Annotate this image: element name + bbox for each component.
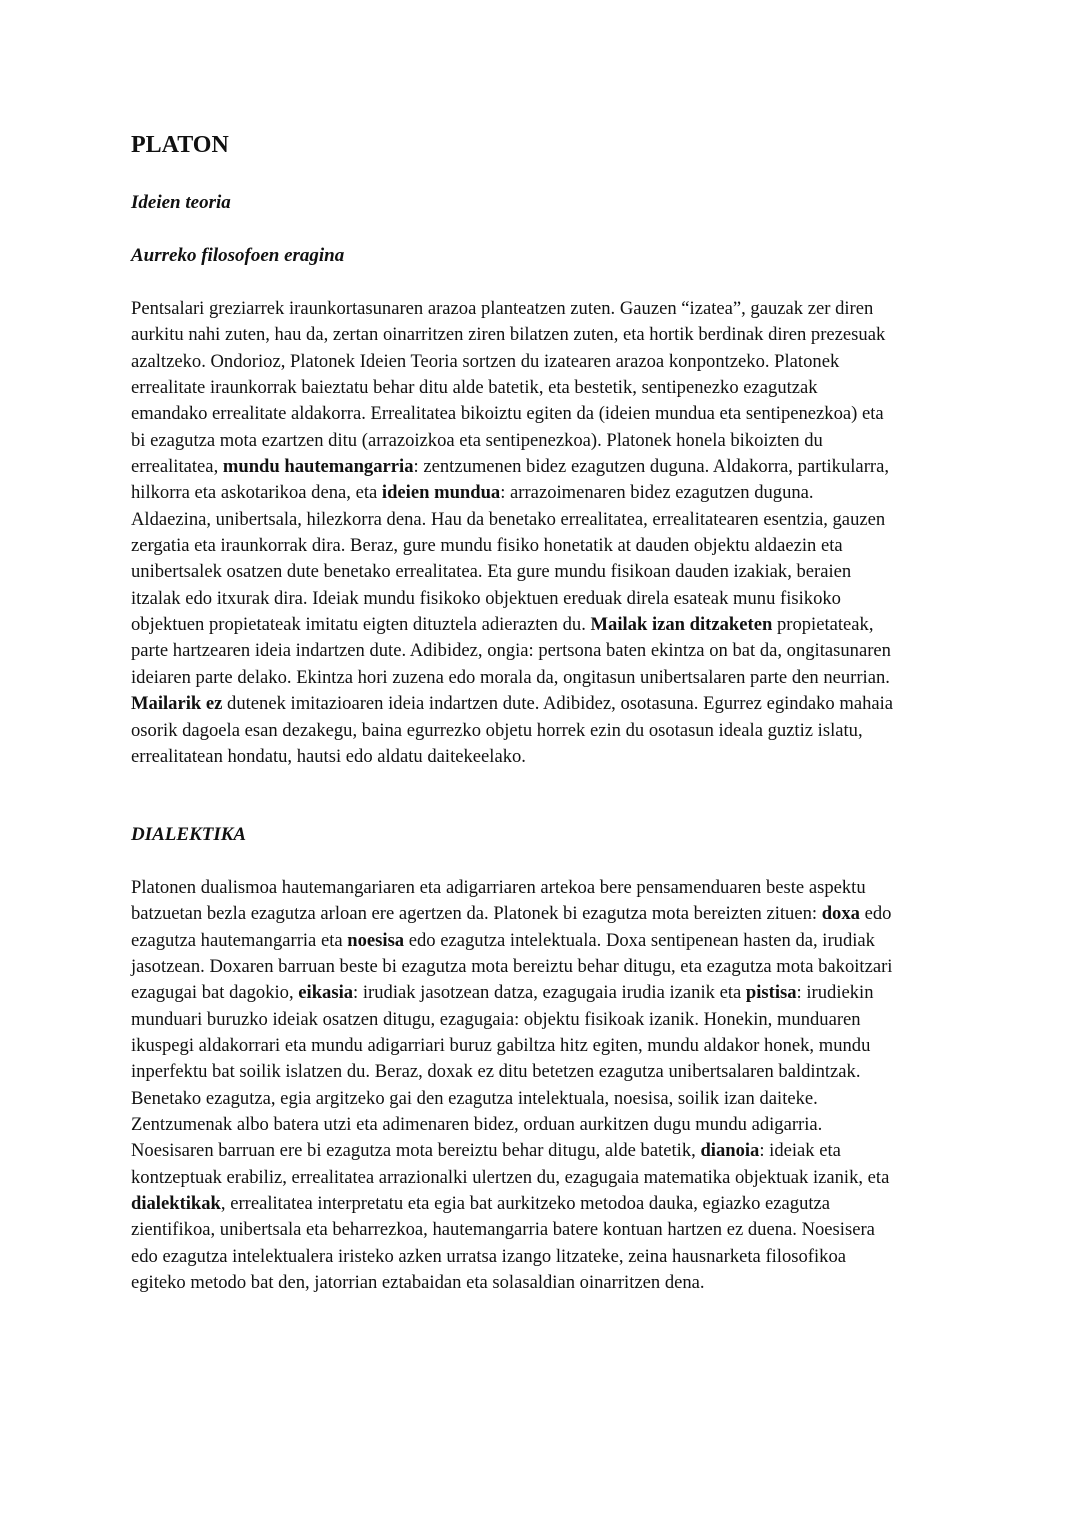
text-run: errealitate iraunkorrak baieztatu behar ditu alde batetik, eta bestetik, sentipenezko ezagutzak bbox=[131, 377, 818, 399]
text-line bbox=[131, 665, 953, 691]
text-line bbox=[131, 586, 953, 612]
text-line bbox=[131, 322, 953, 348]
text-line bbox=[131, 349, 953, 375]
text-line bbox=[131, 901, 953, 927]
text-line bbox=[131, 691, 953, 717]
text-run: osorik dagoela esan dezakegu, baina egurrezko objetu horrek ezin du osotasun ideala guztiz islatu, bbox=[131, 719, 863, 741]
text-run: propietateak, bbox=[772, 614, 874, 636]
text-run: Benetako ezagutza, egia argitzeko gai den ezagutza intelektuala, noesisa, soilik izan daiteke. bbox=[131, 1087, 818, 1109]
section-subtitle-dialektika: DIALEKTIKA bbox=[131, 824, 247, 845]
bold-term: Mailarik ez bbox=[131, 693, 223, 715]
text-run: : arrazoimenaren bidez ezagutzen duguna. bbox=[500, 482, 814, 504]
text-run: ezagutza hautemangarria eta bbox=[131, 929, 348, 951]
bold-term: dialektikak bbox=[131, 1193, 221, 1215]
text-run: azaltzeko. Ondorioz, Platonek Ideien Teoria sortzen du izatearen arazoa konpontzeko. Platonek bbox=[131, 350, 840, 372]
text-line bbox=[131, 928, 953, 954]
text-run: Noesisaren barruan ere bi ezagutza mota bereiztu behar ditugu, alde batetik, bbox=[131, 1140, 701, 1162]
text-run: , errealitatea interpretatu eta egia bat aurkitzeko metodoa dauka, egiazko ezagutza bbox=[220, 1193, 831, 1215]
text-line bbox=[131, 375, 953, 401]
text-line bbox=[131, 559, 953, 585]
text-run: : irudiak jasotzean datza, ezagugaia irudia izanik eta bbox=[353, 982, 746, 1004]
text-line bbox=[131, 454, 953, 480]
text-line bbox=[131, 954, 953, 980]
text-line bbox=[131, 401, 953, 427]
text-line bbox=[131, 428, 953, 454]
text-line bbox=[131, 1270, 953, 1296]
section-subtitle-ideien-teoria: Ideien teoria bbox=[131, 192, 231, 213]
text-run: Zentzumenak albo batera utzi eta adimenaren bidez, orduan aurkitzen dugu mundu adigarria. bbox=[131, 1114, 823, 1136]
section-subtitle-aurreko-filosofoen-eragina: Aurreko filosofoen eragina bbox=[131, 245, 345, 266]
text-run: errealitatea, bbox=[131, 456, 223, 478]
text-line bbox=[131, 875, 953, 901]
text-line bbox=[131, 1191, 953, 1217]
text-line bbox=[131, 1138, 953, 1164]
text-run: unibertsalek osatzen dute benetako errealitatea. Eta gure mundu fisikoan dauden izakiak, beraien bbox=[131, 561, 852, 583]
text-run: Aldaezina, unibertsala, hilezkorra dena. Hau da benetako errealitatea, errealitatearen esentzia, gauzen bbox=[131, 508, 886, 530]
text-run: inperfektu bat soilik islatzen du. Beraz, doxak ez ditu betetzen ezagutza unibertsalaren baldintzak. bbox=[131, 1061, 861, 1083]
bold-term: pistisa bbox=[745, 982, 797, 1004]
text-run: Platonen dualismoa hautemangariaren eta adigarriaren artekoa bere pensamenduaren beste aspektu bbox=[131, 877, 866, 898]
text-run: ideiaren parte delako. Ekintza hori zuzena edo morala da, ongitasun unibertsalaren parte den neurrian. bbox=[131, 666, 890, 688]
text-run: emandako errealitate aldakorra. Errealitatea bikoiztu egiten da (ideien mundua eta sentipenezkoa) eta bbox=[131, 403, 884, 425]
text-run: jasotzean. Doxaren barruan beste bi ezagutza mota bereiztu behar ditugu, eta ezagutza mota bakoitzari bbox=[131, 956, 893, 978]
text-run: itzalak edo itxurak dira. Ideiak mundu fisikoko objektuen ereduak direla esateak munu fisikoko bbox=[131, 587, 841, 609]
text-line bbox=[131, 744, 953, 770]
text-run: : ideiak eta bbox=[759, 1140, 841, 1162]
text-run: edo ezagutza intelektuala. Doxa sentipenean hasten da, irudiak bbox=[404, 929, 875, 951]
text-line bbox=[131, 1112, 953, 1138]
bold-term: dianoia bbox=[700, 1140, 760, 1162]
text-line bbox=[131, 1059, 953, 1085]
text-line bbox=[131, 1086, 953, 1112]
text-run: Pentsalari greziarrek iraunkortasunaren arazoa planteatzen zuten. Gauzen “izatea”, gauzak zer diren bbox=[131, 298, 874, 319]
text-line bbox=[131, 638, 953, 664]
bold-term: ideien mundua bbox=[381, 482, 501, 504]
text-run: ezagugai bat dagokio, bbox=[131, 982, 299, 1004]
text-run: dutenek imitazioaren ideia indartzen dute. Adibidez, osotasuna. Egurrez egindako mahaia bbox=[222, 693, 894, 715]
text-run: edo bbox=[859, 903, 892, 925]
text-line bbox=[131, 980, 953, 1006]
bold-term: mundu hautemangarria bbox=[222, 456, 414, 478]
text-line bbox=[131, 1007, 953, 1033]
paragraph-ideien-teoria bbox=[131, 296, 953, 770]
bold-term: Mailak izan ditzaketen bbox=[590, 614, 773, 636]
text-line bbox=[131, 507, 953, 533]
bold-term: doxa bbox=[821, 903, 860, 925]
text-run: ikuspegi aldakorrari eta mundu adigarriari buruz gabiltza hitz egiten, mundu aldakor honek, mundu bbox=[131, 1035, 871, 1057]
text-line bbox=[131, 1165, 953, 1191]
text-run: aurkitu nahi zuten, hau da, zertan oinarritzen ziren bilatzen zuten, eta hortik berdinak diren prezesuak bbox=[131, 324, 886, 346]
text-run: : zentzumenen bidez ezagutzen duguna. Aldakorra, partikularra, bbox=[413, 456, 889, 478]
text-run: errealitatean hondatu, hautsi edo aldatu daitekeelako. bbox=[131, 745, 526, 767]
bold-term: eikasia bbox=[298, 982, 354, 1004]
text-run: zergatia eta iraunkorrak dira. Beraz, gure mundu fisiko honetatik at dauden objektu aldaezin eta bbox=[131, 535, 843, 557]
text-run: : irudiekin bbox=[796, 982, 874, 1004]
bold-term: noesisa bbox=[347, 929, 405, 951]
text-run: zientifikoa, unibertsala eta beharrezkoa, hautemangarria batere kontuan hartzen ez duena. Noesisera bbox=[131, 1219, 875, 1241]
text-line bbox=[131, 1033, 953, 1059]
text-run: hilkorra eta askotarikoa dena, eta bbox=[131, 482, 382, 504]
text-run: egiteko metodo bat den, jatorrian eztabaidan eta solasaldian oinarritzen dena. bbox=[131, 1272, 705, 1294]
text-line bbox=[131, 296, 953, 322]
text-run: edo ezagutza intelektualera iristeko azken urratsa izango litzateke, zeina hausnarketa filosofikoa bbox=[131, 1245, 846, 1267]
text-line bbox=[131, 1244, 953, 1270]
text-run: kontzeptuak erabiliz, errealitatea arrazionalki ulertzen du, ezagugaia matematika objektuak izanik, eta bbox=[131, 1166, 890, 1188]
page-title: PLATON bbox=[131, 132, 229, 158]
text-line bbox=[131, 533, 953, 559]
text-line bbox=[131, 1217, 953, 1243]
text-line bbox=[131, 612, 953, 638]
paragraph-dialektika bbox=[131, 875, 953, 1297]
text-line bbox=[131, 718, 953, 744]
text-run: bi ezagutza mota ezartzen ditu (arrazoizkoa eta sentipenezkoa). Platonek honela bikoizten du bbox=[131, 429, 823, 451]
text-run: batzuetan bezla ezagutza arloan ere agertzen da. Platonek bi ezagutza mota bereizten zituen: bbox=[131, 903, 822, 925]
text-run: objektuen propietateak imitatu eigten dituztela adierazten du. bbox=[131, 614, 591, 636]
text-run: munduari buruzko ideiak osatzen ditugu, ezagugaia: objektu fisikoak izanik. Honekin, munduaren bbox=[131, 1008, 861, 1030]
text-line bbox=[131, 480, 953, 506]
text-run: parte hartzearen ideia indartzen dute. Adibidez, ongia: pertsona baten ekintza on bat da, ongitasunaren bbox=[131, 640, 891, 662]
